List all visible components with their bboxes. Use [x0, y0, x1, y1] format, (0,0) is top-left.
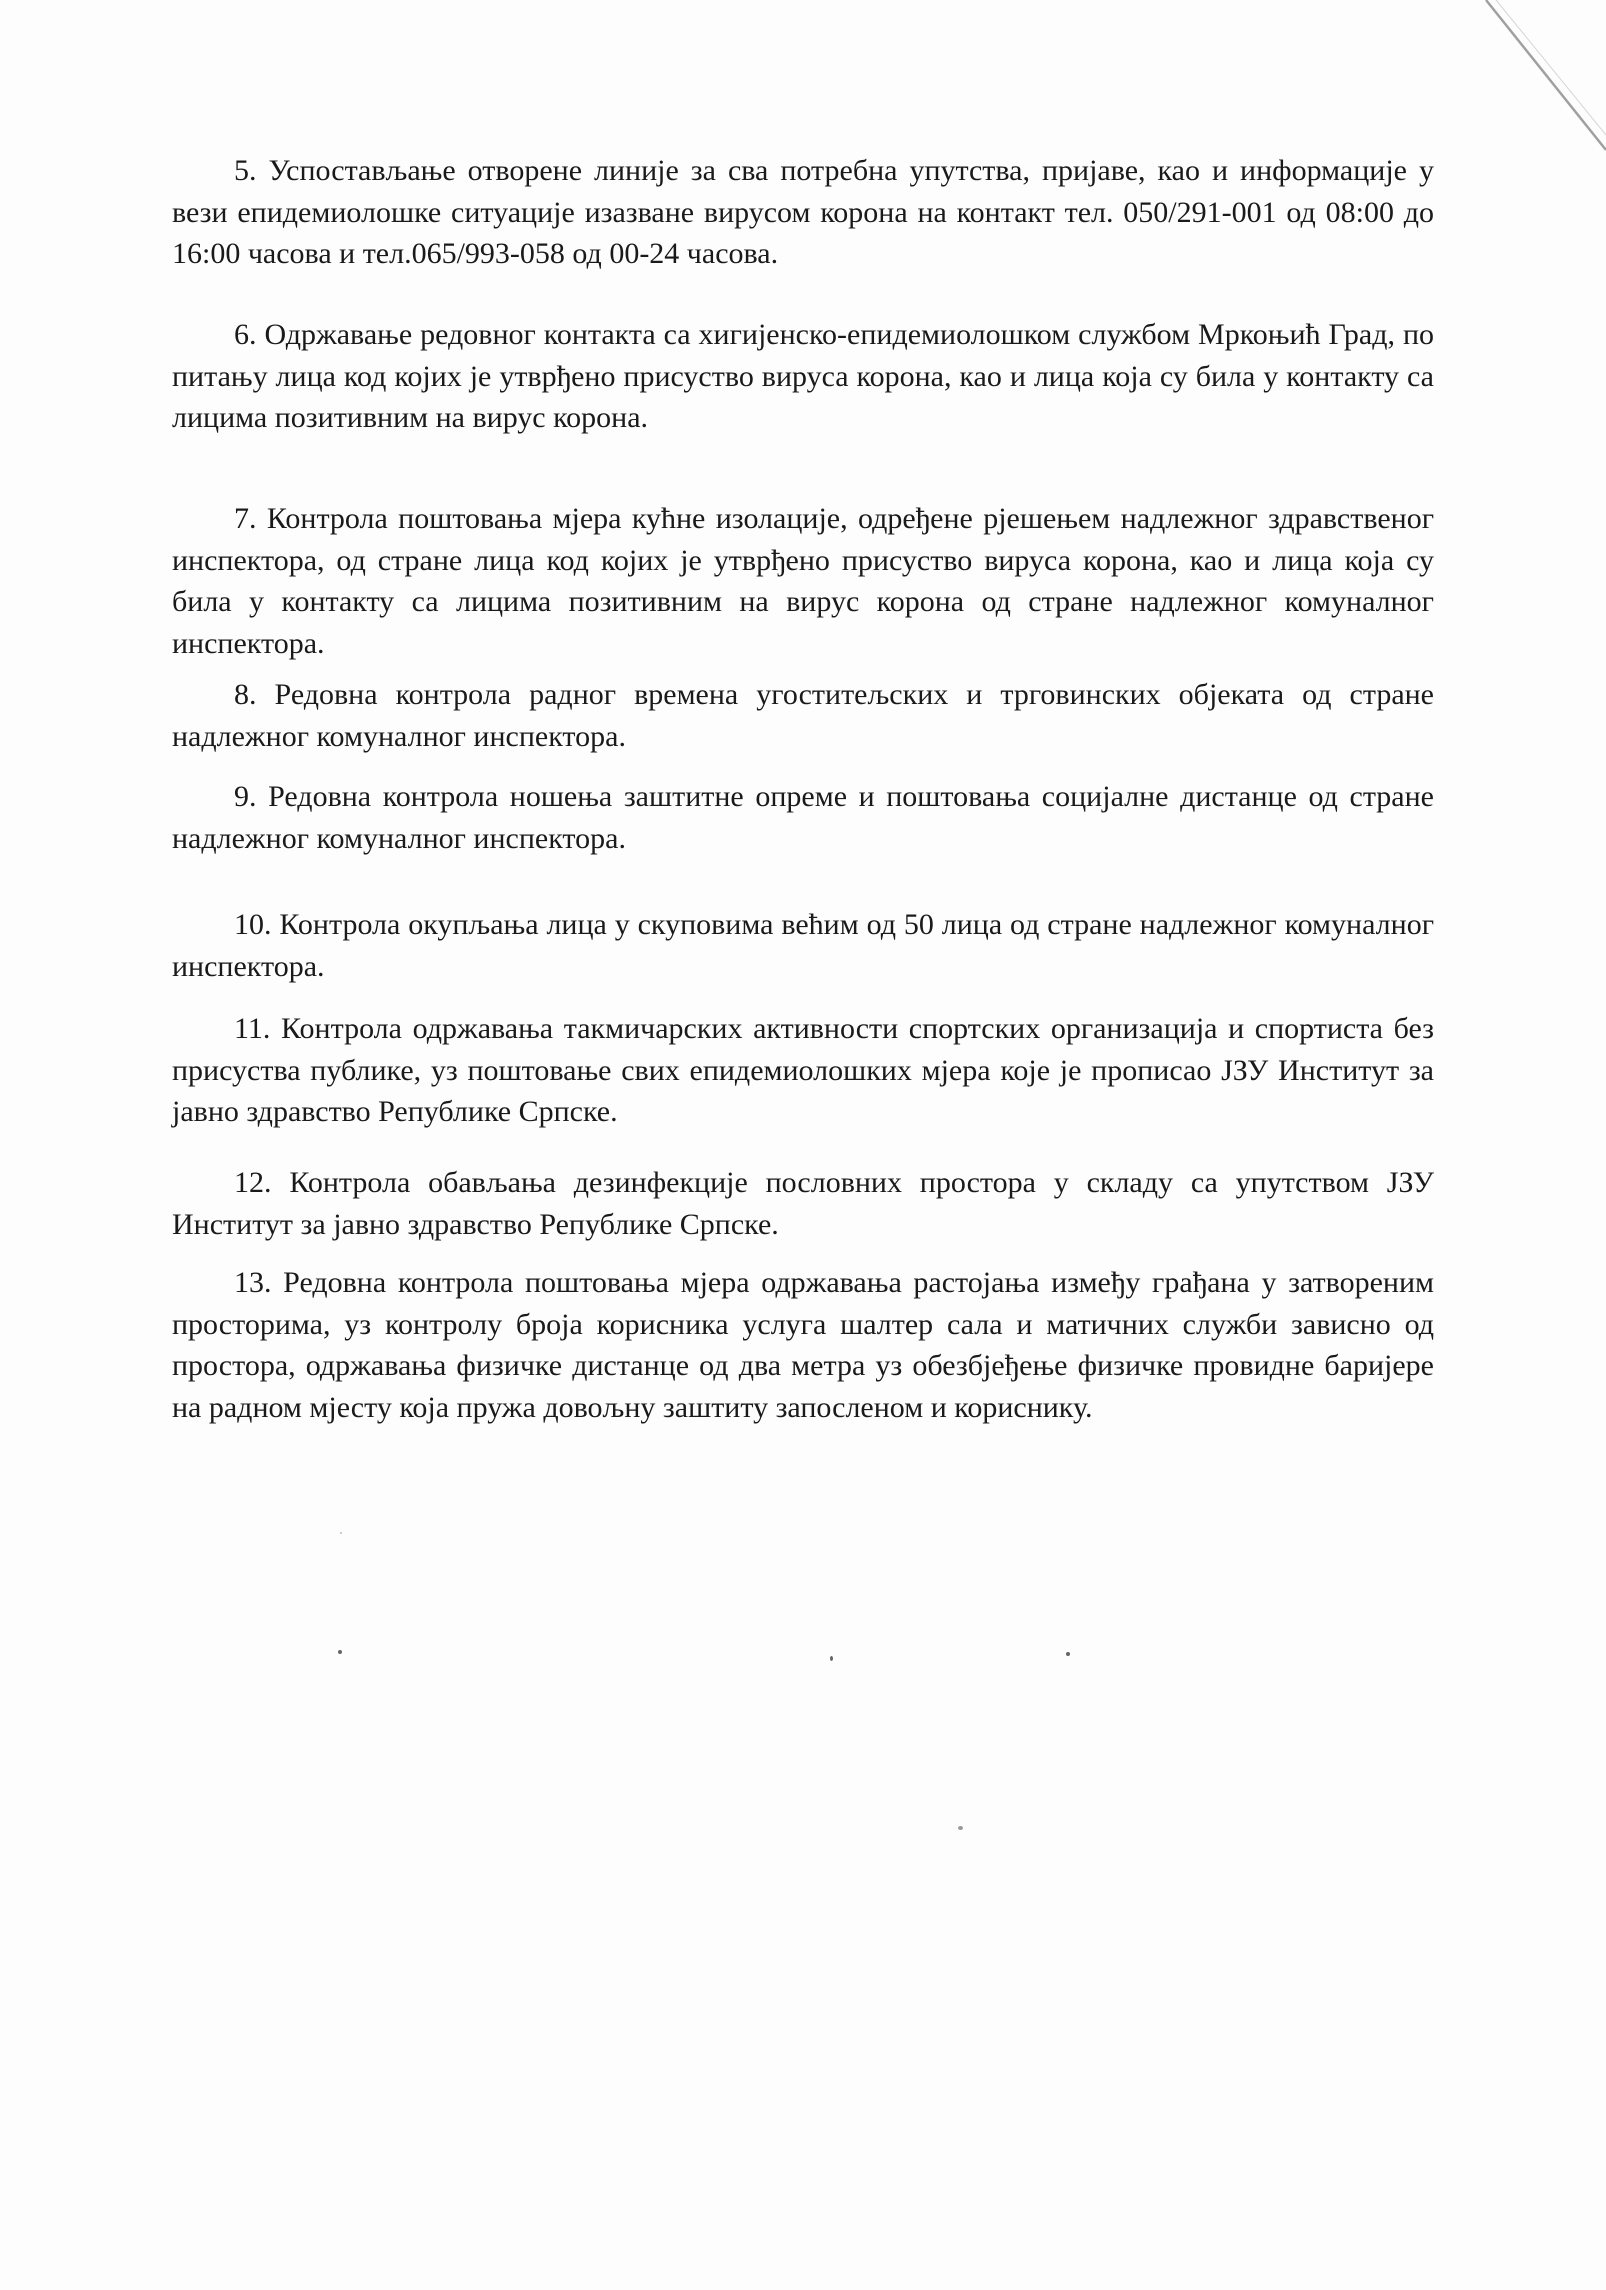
- item-text: Контрола обављања дезинфекције пословних простора у складу са упутством ЈЗУ Институт за јавно здравство Републике Српске.: [172, 1166, 1434, 1241]
- list-item-5: [172, 150, 1434, 275]
- item-text: Контрола одржавања такмичарских активности спортских организација и спортиста без присуства публике, уз поштовање свих епидемиолошких мјера које је прописао ЈЗУ Институт за јавно здравство Републике Српске.: [172, 1012, 1435, 1128]
- item-number: 10.: [234, 908, 272, 941]
- scan-speck: [338, 1650, 342, 1654]
- scan-speck: [340, 1532, 342, 1534]
- item-number: 5.: [234, 154, 257, 187]
- item-number: 7.: [234, 502, 257, 535]
- list-item-12: [172, 1162, 1434, 1245]
- scan-edge-line: [1446, 0, 1606, 220]
- item-text: Контрола поштовања мјера кућне изолације, одређене рјешењем надлежног здравственог инспектора, од стране лица код којих је утврђено присуство вируса корона, као и лица која су била у контакту са лицима позитивним на вирус корона од стране надлежног комуналног инспектора.: [172, 502, 1434, 660]
- item-text: Редовна контрола ношења заштитне опреме и поштовања социјалне дистанце од стране надлежног комуналног инспектора.: [172, 780, 1434, 855]
- list-item-9: [172, 776, 1434, 859]
- item-number: 13.: [234, 1266, 272, 1299]
- scan-speck: [830, 1656, 833, 1661]
- item-number: 12.: [234, 1166, 272, 1199]
- scan-speck: [958, 1826, 963, 1830]
- item-text: Одржавање редовног контакта са хигијенско-епидемиолошком службом Мркоњић Град, по питању лица код којих је утврђено присуство вируса корона, као и лица која су била у контакту са лицима позитивним на вирус корона.: [172, 318, 1435, 434]
- item-text: Успостављање отворене линије за сва потребна упутства, пријаве, као и информације у вези епидемиолошке ситуације изазване вирусом корона на контакт тел. 050/291-001 од 08:00 до 16:00 часова и тел.065/993-058 од 00-24 часова.: [172, 154, 1434, 270]
- list-item-6: [172, 314, 1434, 439]
- list-item-11: [172, 1008, 1434, 1133]
- item-number: 6.: [234, 318, 257, 351]
- scan-speck: [1066, 1652, 1070, 1656]
- item-text: Редовна контрола поштовања мјера одржавања растојања између грађана у затвореним просторима, уз контролу броја корисника услуга шалтер сала и матичних служби зависно од простора, одржавања физичке дистанце од два метра уз обезбјеђење физичке провидне баријере на радном мјесту која пружа довољну заштиту запосленом и кориснику.: [172, 1266, 1435, 1424]
- item-text: Редовна контрола радног времена угоститељских и трговинских објеката од стране надлежног комуналног инспектора.: [172, 678, 1435, 753]
- item-text: Контрола окупљања лица у скуповима већим од 50 лица од стране надлежног комуналног инспектора.: [172, 908, 1434, 983]
- item-number: 11.: [234, 1012, 271, 1045]
- list-item-13: [172, 1262, 1434, 1428]
- list-item-7: [172, 498, 1434, 664]
- item-number: 8.: [234, 678, 257, 711]
- list-item-10: [172, 904, 1434, 987]
- item-number: 9.: [234, 780, 257, 813]
- list-item-8: [172, 674, 1434, 757]
